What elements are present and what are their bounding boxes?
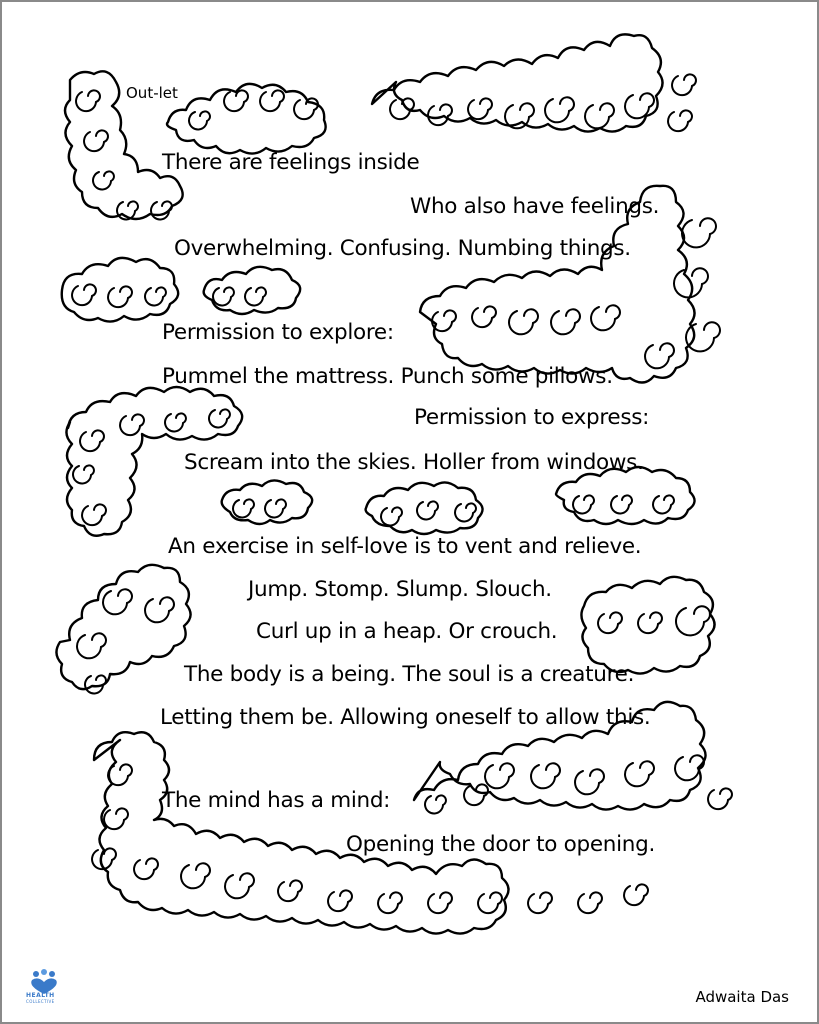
poem-line-8: An exercise in self-love is to vent and relieve. <box>168 534 642 559</box>
poem-line-2: Who also have feelings. <box>410 194 660 219</box>
poem-line-4: Permission to explore: <box>162 320 394 345</box>
poem-line-14: Opening the door to opening. <box>346 832 656 857</box>
poem-title: Out-let <box>126 84 178 102</box>
poem-line-12: Letting them be. Allowing oneself to allow this. <box>160 705 651 730</box>
logo-text: HEALTH <box>26 992 55 999</box>
poem-line-6: Permission to express: <box>414 405 650 430</box>
poem-line-5: Pummel the mattress. Punch some pillows. <box>162 364 613 389</box>
poem-line-13: The mind has a mind: <box>162 788 391 813</box>
heart-people-icon <box>22 968 66 1014</box>
logo-subtext: COLLECTIVE <box>26 999 55 1004</box>
author-name: Adwaita Das <box>695 988 789 1006</box>
poem-line-3: Overwhelming. Confusing. Numbing things. <box>174 236 631 261</box>
poem-line-1: There are feelings inside <box>162 150 420 175</box>
poem-line-10: Curl up in a heap. Or crouch. <box>256 619 558 644</box>
poem-line-7: Scream into the skies. Holler from windows. <box>184 450 644 475</box>
poem-line-9: Jump. Stomp. Slump. Slouch. <box>248 577 552 602</box>
poem-line-11: The body is a being. The soul is a creature. <box>184 662 635 687</box>
